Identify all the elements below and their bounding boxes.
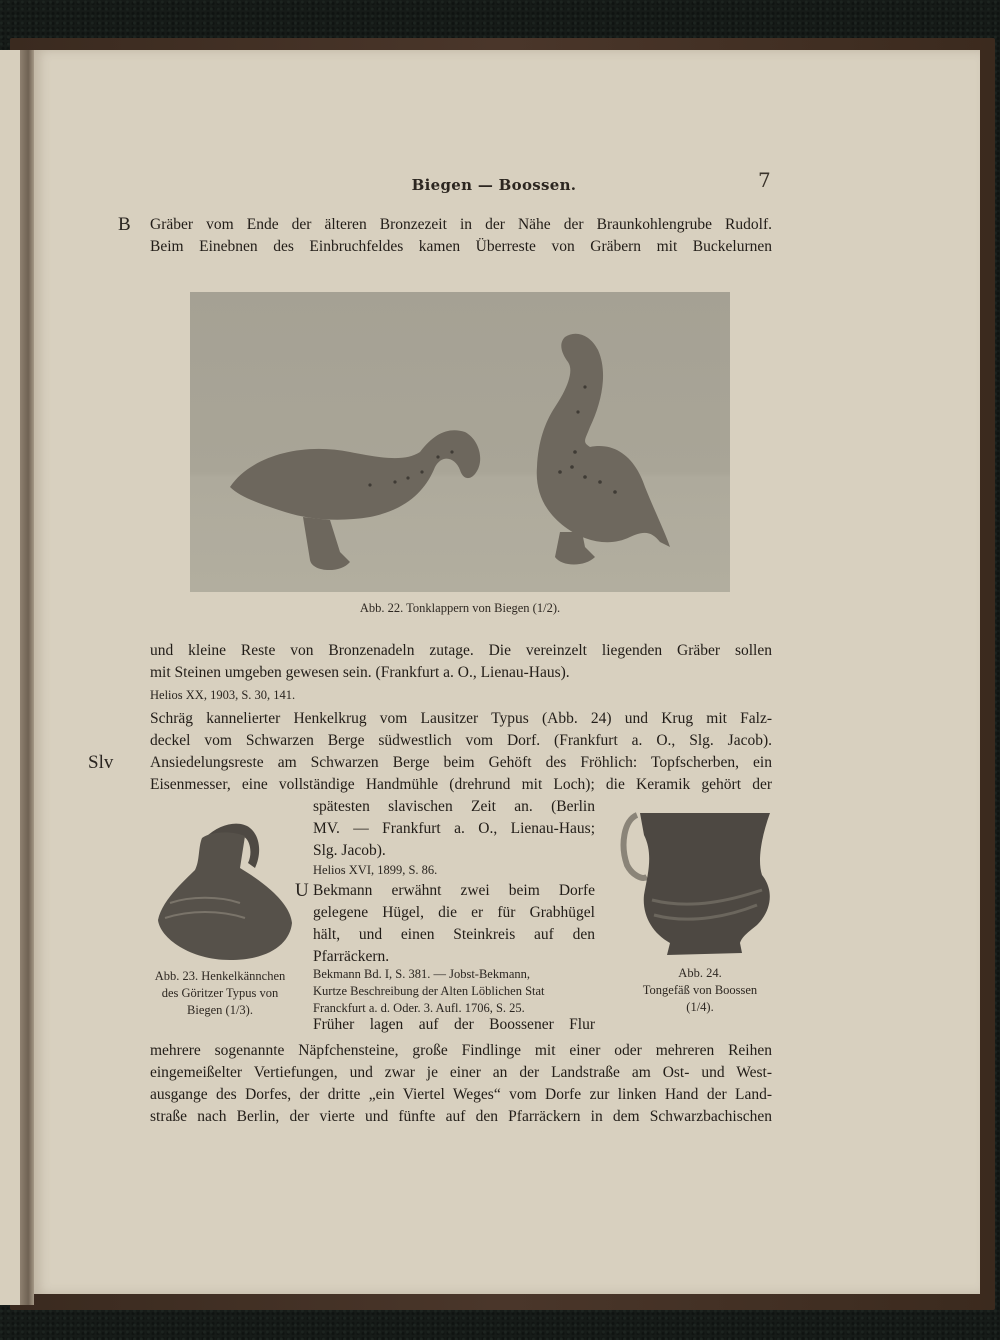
paragraph-4 <box>313 880 595 968</box>
text-line: mit Steinen umgeben gewesen sein. (Frankfurt a. O., Lienau-Haus). <box>150 664 570 681</box>
reference-helios-xvi: Helios XVI, 1899, S. 86. <box>313 863 438 877</box>
clay-rattle-birds-image <box>190 292 730 592</box>
text-line: Slg. Jacob). <box>313 842 386 859</box>
reference-bekmann <box>313 966 595 1017</box>
paragraph-3-narrow <box>313 796 595 862</box>
text-line: MV. — Frankfurt a. O., Lienau-Haus; <box>313 820 595 837</box>
caption-line: Biegen (1/3). <box>187 1003 253 1017</box>
figure-24-photo <box>612 805 782 960</box>
text-line: Schräg kannelierter Henkelkrug vom Lausitzer Typus (Abb. 24) und Krug mit Falz- <box>150 710 772 727</box>
reference-line: Kurtze Beschreibung der Alten Löblichen Stat <box>313 984 545 998</box>
text-line: gelegene Hügel, die er für Grabhügel <box>313 904 595 921</box>
caption-line: Tongefäß von Boossen <box>642 983 758 997</box>
paragraph-5-narrow <box>313 1014 595 1036</box>
text-line: Gräber vom Ende der älteren Bronzezeit in der Nähe der Braunkohlengrube Rudolf. <box>150 216 772 233</box>
reference-line: Bekmann Bd. I, S. 381. — Jobst-Bekmann, <box>313 967 531 981</box>
page-number: 7 <box>758 168 771 192</box>
margin-note-u: U <box>295 880 309 901</box>
paragraph-1-continued <box>150 640 772 684</box>
paragraph-3 <box>150 752 772 796</box>
caption-line: des Göritzer Typus von <box>161 986 279 1000</box>
vessel-image <box>612 805 782 960</box>
paragraph-2 <box>150 708 772 752</box>
caption-line: Abb. 23. Henkelkännchen <box>154 969 286 983</box>
paragraph-5 <box>150 1040 772 1128</box>
text-line: deckel vom Schwarzen Berge südwestlich vom Dorf. (Frankfurt a. O., Slg. Jacob). <box>150 732 772 749</box>
text-line: Beim Einebnen des Einbruchfeldes kamen Überreste von Gräbern mit Buckelurnen <box>150 238 772 255</box>
jug-image <box>150 808 300 963</box>
paragraph-1 <box>150 214 772 258</box>
figure-23-photo <box>150 808 300 963</box>
caption-line: (1/4). <box>686 1000 714 1014</box>
text-line: Früher lagen auf der Boossener Flur <box>313 1016 595 1033</box>
text-line: straße nach Berlin, der vierte und fünfte auf den Pfarräckern in dem Schwarzbachischen <box>150 1108 772 1125</box>
text-line: eingemeißelter Vertiefungen, und zwar je einer an der Landstraße am Ost- und West- <box>150 1064 772 1081</box>
left-bird-figure <box>230 430 480 570</box>
text-line: ausgange des Dorfes, der dritte „ein Viertel Weges“ vom Dorfe zur linken Hand der Land- <box>150 1086 772 1103</box>
text-line: Bekmann erwähnt zwei beim Dorfe <box>313 882 595 899</box>
reference-helios-xx: Helios XX, 1903, S. 30, 141. <box>150 688 296 702</box>
margin-note-b: B <box>118 214 131 235</box>
caption-line: Abb. 24. <box>678 966 722 980</box>
text-line: spätesten slavischen Zeit an. (Berlin <box>313 798 595 815</box>
right-bird-figure <box>537 334 670 565</box>
text-line: Pfarräckern. <box>313 948 390 965</box>
figure-24-caption <box>610 965 790 1016</box>
book-gutter <box>20 50 34 1305</box>
margin-note-slv: Slv <box>88 752 114 773</box>
left-page-edge <box>0 50 20 1305</box>
running-head: Biegen — Boossen. <box>411 176 577 194</box>
text-line: hält, und einen Steinkreis auf den <box>313 926 595 943</box>
text-line: mehrere sogenannte Näpfchensteine, große Findlinge mit einer oder mehreren Reihen <box>150 1042 772 1059</box>
figure-22-photo <box>190 292 730 592</box>
text-line: Ansiedelungsreste am Schwarzen Berge beim Gehöft des Fröhlich: Topfscherben, ein <box>150 754 772 771</box>
figure-22-caption: Abb. 22. Tonklappern von Biegen (1/2). <box>359 601 561 615</box>
figure-23-caption <box>140 968 300 1019</box>
reference-line: Franckfurt a. d. Oder. 3. Aufl. 1706, S. 25. <box>313 1001 525 1015</box>
text-line: und kleine Reste von Bronzenadeln zutage. Die vereinzelt liegenden Gräber sollen <box>150 642 772 659</box>
text-line: Eisenmesser, eine vollständige Handmühle (drehrund mit Loch); die Keramik gehört der <box>150 776 772 793</box>
